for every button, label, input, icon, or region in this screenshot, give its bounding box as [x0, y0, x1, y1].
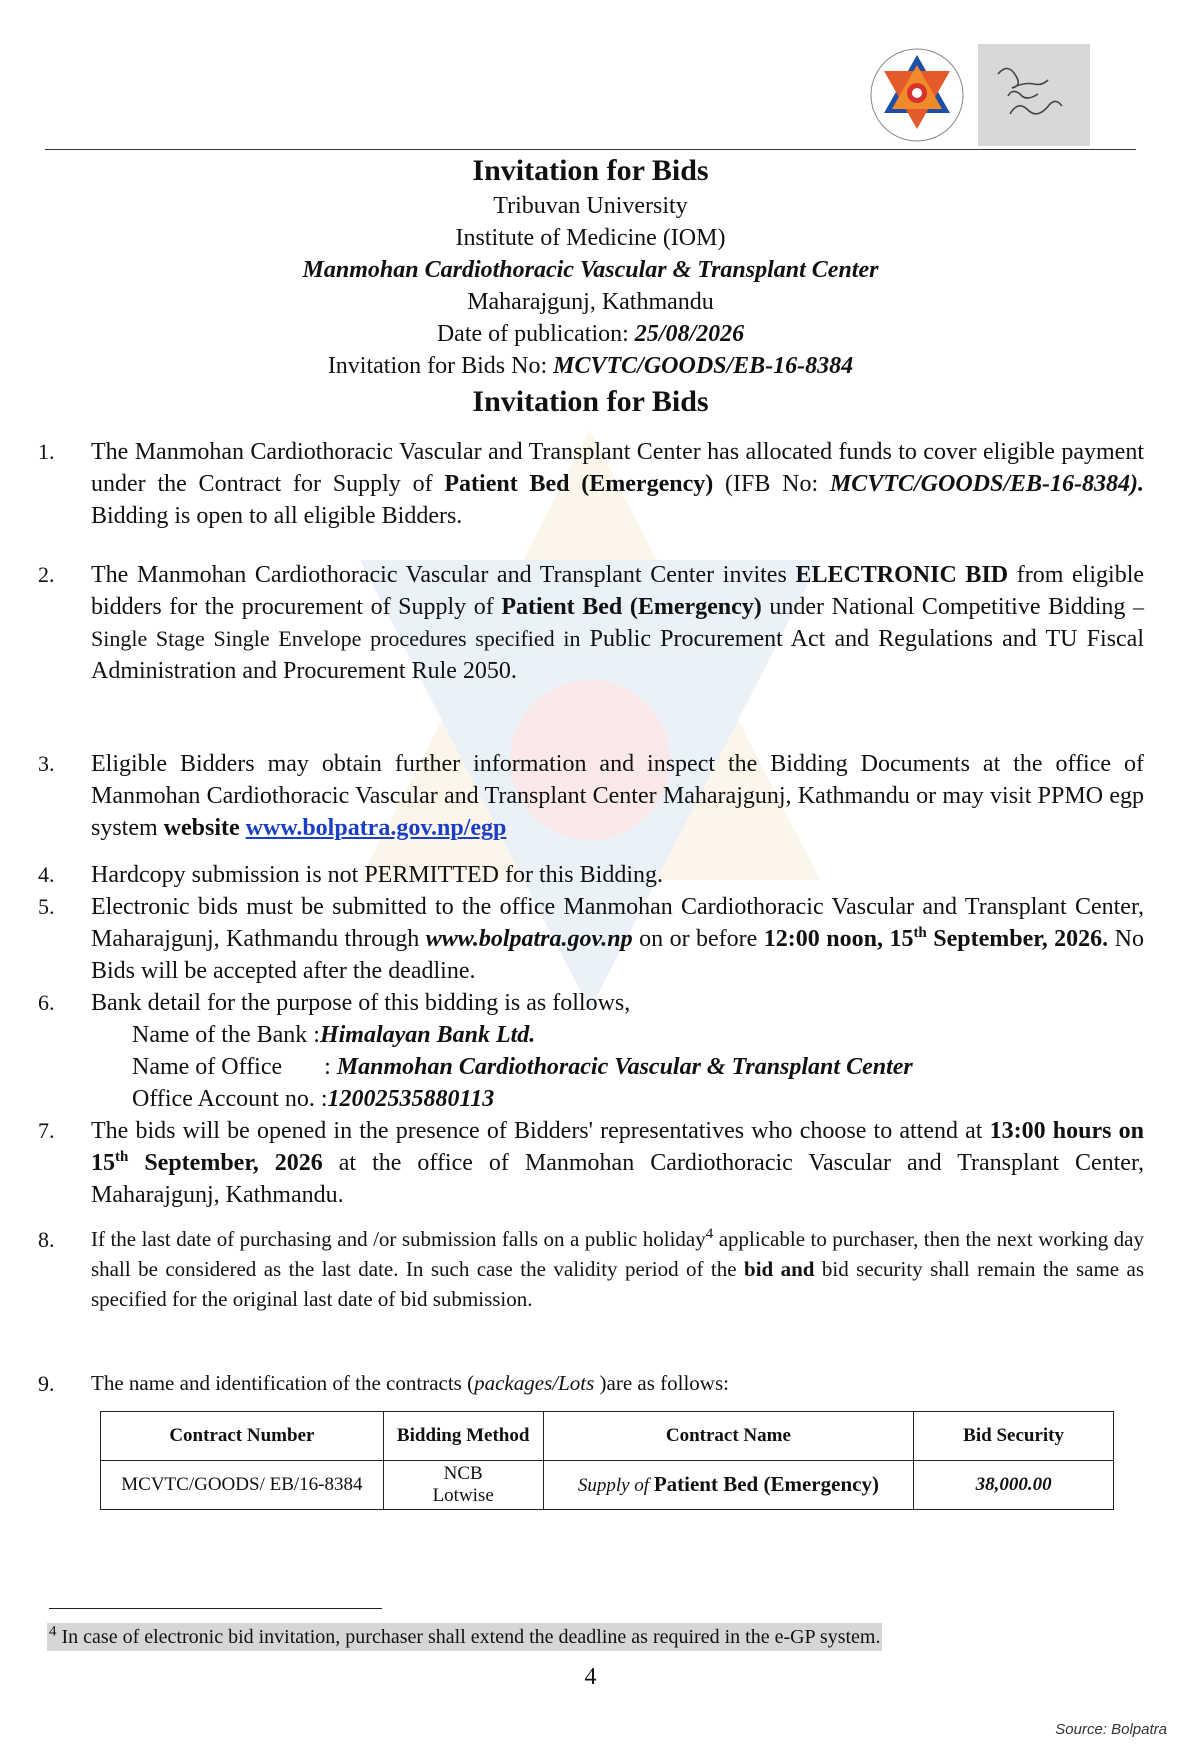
text-run: September, 2026: [128, 1150, 323, 1176]
item-name: Patient Bed (Emergency): [653, 1472, 879, 1496]
paragraph-number: 9.: [38, 1371, 55, 1396]
text-run: bid security shall remain the same as specified for the original last date of bid submission.: [91, 1257, 1145, 1311]
source-credit: Source: Bolpatra: [1055, 1721, 1167, 1738]
table-header-row: [101, 1412, 1114, 1461]
publication-date-line: [0, 318, 1181, 350]
title-block: [0, 152, 1181, 422]
text-run: The name and identification of the contracts (: [91, 1371, 475, 1395]
text-run: website: [163, 815, 240, 841]
ifb-number: MCVTC/GOODS/EB-16-8384: [553, 353, 854, 379]
paragraph-text: [91, 1115, 1144, 1211]
deadline: [764, 926, 1108, 952]
text-run: under National Competitive Bidding: [761, 594, 1133, 620]
account-value: 12002535880113: [327, 1086, 495, 1112]
contracts-table: [100, 1411, 1114, 1510]
method-line: Lotwise: [432, 1485, 494, 1506]
text-run: bid and: [744, 1257, 815, 1281]
text-run: If the last date of purchasing and /or submission falls on a public holiday: [91, 1227, 706, 1251]
ifb-reference: MCVTC/GOODS/EB-16-8384).: [829, 471, 1144, 497]
text-run: 13:00 hours on 15: [91, 1118, 1144, 1176]
superscript: th: [913, 925, 927, 941]
paragraph-number: 1.: [38, 439, 55, 464]
page-title: Invitation for Bids: [472, 154, 709, 187]
paragraph-text: Hardcopy submission is not PERMITTED for this Bidding.: [91, 862, 663, 888]
text-run: Public Procurement Act and Regulations and TU Fiscal Administration and Procurement Rule 2050.: [91, 626, 1145, 684]
contract-name-cell: [543, 1461, 914, 1510]
text-run: September, 2026.: [926, 926, 1109, 952]
paragraph-text: [91, 1224, 1144, 1314]
footnote-text: In case of electronic bid invitation, purchaser shall extend the deadline as required in the e-GP system.: [56, 1626, 881, 1648]
bank-value: Himalayan Bank Ltd.: [319, 1022, 536, 1048]
pub-date: 25/08/2026: [634, 321, 745, 347]
paragraph-text: [91, 1368, 1144, 1398]
text-run: 12:00 noon, 15: [763, 926, 914, 952]
text-run: applicable to purchaser, then the next working day shall be considered as the last date. In such case the validity period of the: [91, 1227, 1144, 1281]
text-run: The Manmohan Cardiothoracic Vascular and Transplant Center has allocated funds to cover eligible payment under the Contract for Supply of: [91, 439, 1144, 497]
text-run: )are as follows:: [594, 1371, 729, 1395]
table-header: Bid Security: [914, 1412, 1114, 1461]
account-row: [132, 1083, 494, 1115]
account-label: Office Account no. :: [132, 1086, 328, 1112]
table-header: Contract Number: [101, 1412, 384, 1461]
iom-logo: [862, 45, 972, 145]
paragraph-number: 3.: [38, 751, 55, 776]
bank-label: Name of the Bank :: [132, 1022, 320, 1048]
paragraph-text: [91, 559, 1144, 687]
page-subtitle: Invitation for Bids: [472, 385, 709, 418]
text-run: from eligible bidders for the procurement of Supply of: [91, 562, 1145, 620]
item-name: Patient Bed (Emergency): [444, 471, 714, 497]
text-run: Eligible Bidders may obtain further information and inspect the Bidding Documents at the office of Manmohan Cardiothoracic Vascular and Transplant Center Maharajgunj, Kathmandu or may visit PPMO egp system: [91, 751, 1144, 841]
text-run: Electronic bids must be submitted to the office Manmohan Cardiothoracic Vascular and Transplant Center, Maharajgunj, Kathmandu through: [91, 894, 1144, 952]
paragraph-number: 7.: [38, 1118, 55, 1143]
superscript: th: [115, 1149, 129, 1165]
iom-logo-icon: [862, 45, 972, 145]
office-label: Name of Office :: [132, 1054, 337, 1080]
bid-security-cell: 38,000.00: [914, 1461, 1114, 1510]
ifb-label: Invitation for Bids No:: [327, 353, 554, 379]
bidding-method-cell: [383, 1461, 543, 1510]
text-run: on or before: [632, 926, 764, 952]
footnote: [47, 1623, 882, 1651]
paragraph-number: 8.: [38, 1227, 55, 1252]
text-run: Bidding is open to all eligible Bidders.: [91, 503, 463, 529]
table-row: [101, 1461, 1114, 1510]
bid-type: ELECTRONIC BID: [795, 562, 1009, 588]
text-run: at the office of Manmohan Cardiothoracic Vascular and Transplant Center, Maharajgunj, Kathmandu.: [91, 1150, 1144, 1208]
egp-link[interactable]: www.bolpatra.gov.np/egp: [245, 815, 507, 841]
paragraph-text: [91, 436, 1144, 532]
text-run: No Bids will be accepted after the deadline.: [91, 926, 1144, 984]
footnote-marker: 4: [705, 1226, 714, 1242]
office-name-row: [132, 1051, 913, 1083]
signature-box: [978, 44, 1090, 146]
bank-name-row: [132, 1019, 535, 1051]
text-run: Supply of: [577, 1475, 654, 1496]
table-header: Contract Name: [543, 1412, 914, 1461]
header-divider: [45, 149, 1136, 150]
paragraph-number: 6.: [38, 990, 55, 1015]
text-run: The Manmohan Cardiothoracic Vascular and Transplant Center invites: [91, 562, 796, 588]
footnote-divider: [49, 1608, 382, 1609]
center-name: Manmohan Cardiothoracic Vascular & Transplant Center: [302, 257, 879, 283]
university-name: Tribuvan University: [493, 193, 688, 219]
text-run: – Single Stage Single Envelope procedures specified in: [91, 594, 1144, 651]
ifb-number-line: [0, 350, 1181, 382]
paragraph-text: [91, 748, 1144, 844]
item-name: Patient Bed (Emergency): [501, 594, 762, 620]
paragraph-number: 5.: [38, 894, 55, 919]
paragraph-number: 4.: [38, 862, 55, 887]
method-line: NCB: [443, 1463, 483, 1484]
paragraph-text: Bank detail for the purpose of this bidding is as follows,: [91, 990, 631, 1016]
pub-label: Date of publication:: [436, 321, 635, 347]
paragraph-text: [91, 891, 1144, 987]
text-run: (IFB No:: [713, 471, 830, 497]
center-location: Maharajgunj, Kathmandu: [467, 289, 714, 315]
table-header: Bidding Method: [383, 1412, 543, 1461]
text-run: The bids will be opened in the presence of Bidders' representatives who choose to attend at: [91, 1118, 990, 1144]
paragraph-number: 2.: [38, 562, 55, 587]
footnote-marker: 4: [49, 1623, 57, 1640]
site-name: www.bolpatra.gov.np: [425, 926, 633, 952]
page-number: 4: [584, 1664, 597, 1690]
signature-icon: [978, 44, 1090, 146]
institute-name: Institute of Medicine (IOM): [455, 225, 726, 251]
text-run: packages/Lots: [474, 1371, 595, 1395]
office-value: Manmohan Cardiothoracic Vascular & Transplant Center: [336, 1054, 913, 1080]
contract-number-cell: MCVTC/GOODS/ EB/16-8384: [101, 1461, 384, 1510]
